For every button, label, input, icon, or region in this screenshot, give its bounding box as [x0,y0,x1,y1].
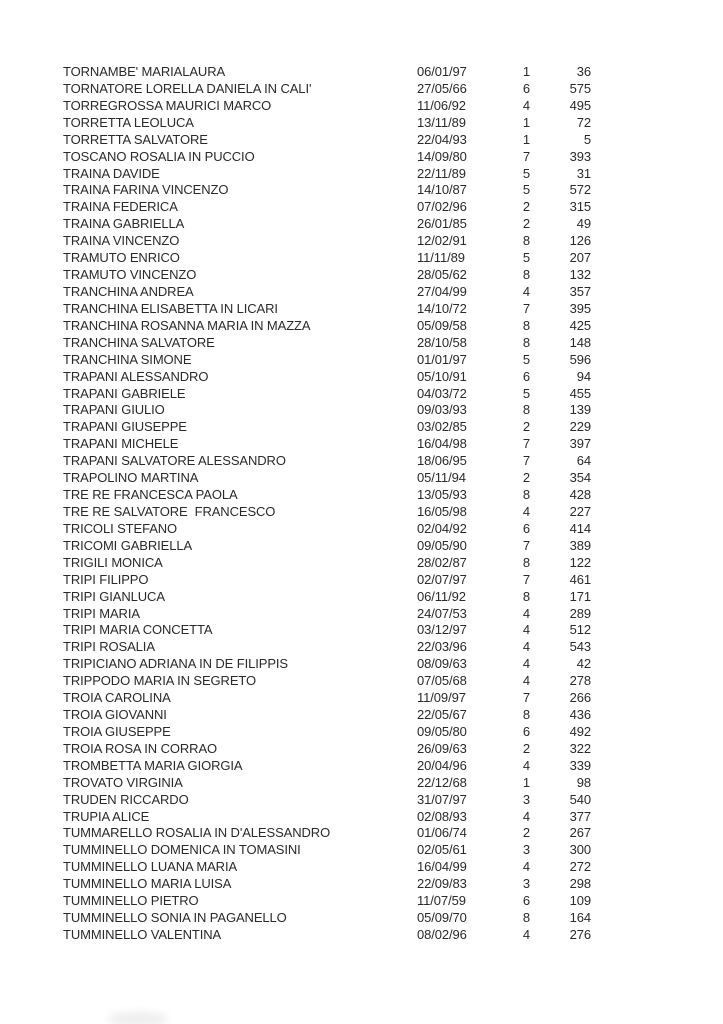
list-row [63,81,591,98]
number-2: 148 [569,334,591,350]
person-name: TUMMINELLO PIETRO [63,893,199,909]
number-1: 4 [522,859,530,875]
number-1: 8 [522,233,530,249]
person-name: TUMMINELLO VALENTINA [63,927,222,943]
number-1: 3 [522,876,530,892]
birth-date: 11/06/92 [417,97,466,113]
list-row [63,775,591,792]
number-2: 42 [576,656,591,672]
number-2: 289 [569,605,591,621]
person-name: TRE RE FRANCESCA PAOLA [63,487,238,503]
list-row [63,538,591,555]
number-1: 1 [522,114,530,130]
scan-artifact [108,1012,168,1024]
birth-date: 05/09/70 [417,910,467,926]
number-2: 436 [569,707,591,723]
birth-date: 14/09/80 [417,148,467,164]
list-row [63,419,591,436]
number-2: 492 [569,723,591,739]
list-row [63,352,591,369]
birth-date: 05/11/94 [417,470,466,486]
birth-date: 09/05/90 [417,537,467,553]
person-name: TRANCHINA ANDREA [63,283,194,299]
birth-date: 14/10/87 [417,182,467,198]
number-2: 132 [569,267,591,283]
person-name: TRAPOLINO MARTINA [63,470,199,486]
number-2: 64 [576,453,591,469]
birth-date: 13/05/93 [417,487,467,503]
number-2: 495 [569,97,591,113]
list-row [63,758,591,775]
list-row [63,199,591,216]
number-2: 164 [569,910,591,926]
birth-date: 01/06/74 [417,825,467,841]
birth-date: 02/08/93 [417,808,467,824]
number-2: 272 [569,859,591,875]
number-1: 8 [522,487,530,503]
number-2: 300 [569,842,591,858]
birth-date: 06/11/92 [417,588,466,604]
birth-date: 24/07/53 [417,605,467,621]
number-1: 8 [522,707,530,723]
number-1: 2 [522,740,530,756]
number-2: 267 [569,825,591,841]
number-1: 8 [522,317,530,333]
list-row [63,910,591,927]
list-row [63,98,591,115]
number-2: 227 [569,503,591,519]
list-row [63,859,591,876]
number-2: 98 [576,774,591,790]
list-row [63,690,591,707]
person-name: TOSCANO ROSALIA IN PUCCIO [63,148,255,164]
birth-date: 22/05/67 [417,707,467,723]
list-row [63,386,591,403]
list-row [63,250,591,267]
list-row [63,572,591,589]
person-name: TROIA GIOVANNI [63,707,167,723]
number-2: 461 [569,571,591,587]
number-1: 4 [522,622,530,638]
person-name: TROVATO VIRGINIA [63,774,183,790]
person-name: TRAINA DAVIDE [63,165,160,181]
birth-date: 09/05/80 [417,723,467,739]
birth-date: 03/02/85 [417,419,467,435]
birth-date: 11/09/97 [417,690,466,706]
number-2: 298 [569,876,591,892]
birth-date: 16/04/98 [417,436,467,452]
list-row [63,842,591,859]
number-1: 7 [522,690,530,706]
number-1: 7 [522,436,530,452]
list-row [63,589,591,606]
birth-date: 02/05/61 [417,842,467,858]
list-row [63,893,591,910]
birth-date: 26/01/85 [417,216,467,232]
number-1: 4 [522,97,530,113]
number-1: 6 [522,723,530,739]
number-1: 3 [522,842,530,858]
birth-date: 16/04/99 [417,859,467,875]
number-2: 5 [583,131,591,147]
number-2: 543 [569,639,591,655]
person-name: TRAINA FARINA VINCENZO [63,182,229,198]
number-1: 7 [522,571,530,587]
list-row [63,470,591,487]
list-row [63,639,591,656]
number-1: 7 [522,453,530,469]
birth-date: 11/07/59 [417,893,466,909]
birth-date: 22/03/96 [417,639,467,655]
person-name: TUMMINELLO LUANA MARIA [63,859,238,875]
number-1: 5 [522,165,530,181]
number-2: 393 [569,148,591,164]
person-name: TRICOLI STEFANO [63,520,178,536]
number-1: 2 [522,199,530,215]
birth-date: 04/03/72 [417,385,467,401]
person-name: TRIPI ROSALIA [63,639,155,655]
list-row [63,504,591,521]
person-name: TORRETTA LEOLUCA [63,114,194,130]
number-1: 4 [522,639,530,655]
number-1: 4 [522,283,530,299]
number-2: 389 [569,537,591,553]
list-row [63,369,591,386]
list-row [63,453,591,470]
person-name: TRUDEN RICCARDO [63,791,189,807]
number-2: 126 [569,233,591,249]
number-2: 109 [569,893,591,909]
number-1: 4 [522,503,530,519]
person-name: TRANCHINA SALVATORE [63,334,215,350]
person-name: TRAMUTO VINCENZO [63,267,197,283]
person-name: TORRETTA SALVATORE [63,131,208,147]
person-name: TORREGROSSA MAURICI MARCO [63,97,272,113]
number-2: 49 [576,216,591,232]
number-1: 8 [522,588,530,604]
birth-date: 18/06/95 [417,453,467,469]
person-name: TRE RE SALVATORE FRANCESCO [63,503,276,519]
number-2: 395 [569,300,591,316]
person-name: TUMMINELLO MARIA LUISA [63,876,232,892]
list-row [63,555,591,572]
list-row [63,809,591,826]
number-1: 8 [522,910,530,926]
birth-date: 22/11/89 [417,165,466,181]
person-name: TRAMUTO ENRICO [63,250,180,266]
person-name: TUMMINELLO DOMENICA IN TOMASINI [63,842,301,858]
number-1: 2 [522,216,530,232]
person-name: TROIA ROSA IN CORRAO [63,740,218,756]
person-name: TRAINA FEDERICA [63,199,178,215]
number-2: 377 [569,808,591,824]
birth-date: 22/12/68 [417,774,467,790]
birth-date: 08/09/63 [417,656,467,672]
person-name: TRIGILI MONICA [63,554,163,570]
list-row [63,233,591,250]
number-1: 1 [522,131,530,147]
number-2: 354 [569,470,591,486]
person-name: TRAINA VINCENZO [63,233,180,249]
birth-date: 16/05/98 [417,503,467,519]
birth-date: 05/09/58 [417,317,467,333]
list-row [63,267,591,284]
number-1: 6 [522,80,530,96]
birth-date: 27/04/99 [417,283,467,299]
number-2: 575 [569,80,591,96]
number-2: 266 [569,690,591,706]
list-row [63,182,591,199]
number-1: 4 [522,757,530,773]
person-name: TRIPI FILIPPO [63,571,149,587]
list-row [63,132,591,149]
birth-date: 01/01/97 [417,351,467,367]
list-row [63,216,591,233]
list-row [63,436,591,453]
person-name: TRAPANI GABRIELE [63,385,186,401]
birth-date: 08/02/96 [417,927,467,943]
list-row [63,487,591,504]
list-row [63,741,591,758]
number-2: 596 [569,351,591,367]
birth-date: 09/03/93 [417,402,467,418]
number-1: 2 [522,470,530,486]
number-2: 357 [569,283,591,299]
list-row [63,707,591,724]
number-1: 7 [522,300,530,316]
number-1: 7 [522,148,530,164]
number-2: 207 [569,250,591,266]
person-name: TRAPANI ALESSANDRO [63,368,209,384]
list-row [63,825,591,842]
birth-date: 02/07/97 [417,571,467,587]
number-2: 572 [569,182,591,198]
number-1: 6 [522,893,530,909]
number-1: 4 [522,673,530,689]
number-1: 2 [522,825,530,841]
number-1: 4 [522,808,530,824]
birth-date: 14/10/72 [417,300,467,316]
number-1: 3 [522,791,530,807]
person-name: TORNAMBE' MARIALAURA [63,64,226,79]
number-1: 4 [522,656,530,672]
number-1: 8 [522,402,530,418]
number-2: 72 [576,114,591,130]
number-1: 1 [522,774,530,790]
list-row [63,606,591,623]
person-name: TROIA CAROLINA [63,690,171,706]
person-name: TRIPICIANO ADRIANA IN DE FILIPPIS [63,656,288,672]
number-2: 229 [569,419,591,435]
number-1: 4 [522,927,530,943]
person-name: TRANCHINA ROSANNA MARIA IN MAZZA [63,317,311,333]
number-1: 5 [522,351,530,367]
person-name: TRIPI MARIA CONCETTA [63,622,213,638]
birth-date: 22/04/93 [417,131,467,147]
birth-date: 27/05/66 [417,80,467,96]
person-name: TRAINA GABRIELLA [63,216,185,232]
number-2: 139 [569,402,591,418]
list-row [63,284,591,301]
person-name: TRIPPODO MARIA IN SEGRETO [63,673,257,689]
birth-date: 05/10/91 [417,368,467,384]
list-row [63,792,591,809]
number-2: 94 [576,368,591,384]
birth-date: 07/02/96 [417,199,467,215]
number-2: 455 [569,385,591,401]
number-2: 278 [569,673,591,689]
number-2: 315 [569,199,591,215]
list-row [63,724,591,741]
birth-date: 26/09/63 [417,740,467,756]
number-1: 4 [522,605,530,621]
number-2: 31 [576,165,591,181]
number-2: 36 [576,64,591,79]
person-name: TRIPI MARIA [63,605,140,621]
number-1: 5 [522,182,530,198]
birth-date: 07/05/68 [417,673,467,689]
birth-date: 28/05/62 [417,267,467,283]
number-2: 512 [569,622,591,638]
birth-date: 28/10/58 [417,334,467,350]
number-2: 276 [569,927,591,943]
person-name: TUMMARELLO ROSALIA IN D'ALESSANDRO [63,825,331,841]
birth-date: 11/11/89 [417,250,465,266]
person-name: TORNATORE LORELLA DANIELA IN CALI' [63,80,312,96]
number-1: 8 [522,267,530,283]
list-row [63,166,591,183]
number-2: 428 [569,487,591,503]
number-1: 6 [522,520,530,536]
list-row [63,115,591,132]
number-1: 2 [522,419,530,435]
number-2: 171 [569,588,591,604]
birth-date: 22/09/83 [417,876,467,892]
birth-date: 20/04/96 [417,757,467,773]
person-name: TRAPANI GIULIO [63,402,165,418]
list-row [63,622,591,639]
person-name: TRAPANI GIUSEPPE [63,419,187,435]
number-1: 7 [522,537,530,553]
person-name: TROIA GIUSEPPE [63,723,171,739]
birth-date: 03/12/97 [417,622,467,638]
list-row [63,149,591,166]
list-row [63,64,591,81]
number-2: 425 [569,317,591,333]
number-1: 5 [522,385,530,401]
list-row [63,927,591,944]
person-name: TRAPANI SALVATORE ALESSANDRO [63,453,286,469]
person-name: TRAPANI MICHELE [63,436,179,452]
records-list [63,64,591,944]
number-1: 5 [522,250,530,266]
list-row [63,335,591,352]
person-name: TRANCHINA ELISABETTA IN LICARI [63,300,278,316]
birth-date: 12/02/91 [417,233,467,249]
list-row [63,521,591,538]
person-name: TROMBETTA MARIA GIORGIA [63,757,243,773]
list-row [63,318,591,335]
birth-date: 02/04/92 [417,520,467,536]
list-row [63,301,591,318]
number-1: 8 [522,334,530,350]
number-2: 414 [569,520,591,536]
number-2: 540 [569,791,591,807]
birth-date: 31/07/97 [417,791,467,807]
number-2: 322 [569,740,591,756]
person-name: TUMMINELLO SONIA IN PAGANELLO [63,910,287,926]
list-row [63,673,591,690]
person-name: TRIPI GIANLUCA [63,588,165,604]
birth-date: 13/11/89 [417,114,466,130]
person-name: TRUPIA ALICE [63,808,150,824]
number-2: 397 [569,436,591,452]
number-2: 339 [569,757,591,773]
number-2: 122 [569,554,591,570]
birth-date: 28/02/87 [417,554,467,570]
list-row [63,876,591,893]
person-name: TRICOMI GABRIELLA [63,537,193,553]
person-name: TRANCHINA SIMONE [63,351,192,367]
number-1: 8 [522,554,530,570]
list-row [63,402,591,419]
number-1: 1 [522,64,530,79]
birth-date: 06/01/97 [417,64,467,79]
number-1: 6 [522,368,530,384]
list-row [63,656,591,673]
